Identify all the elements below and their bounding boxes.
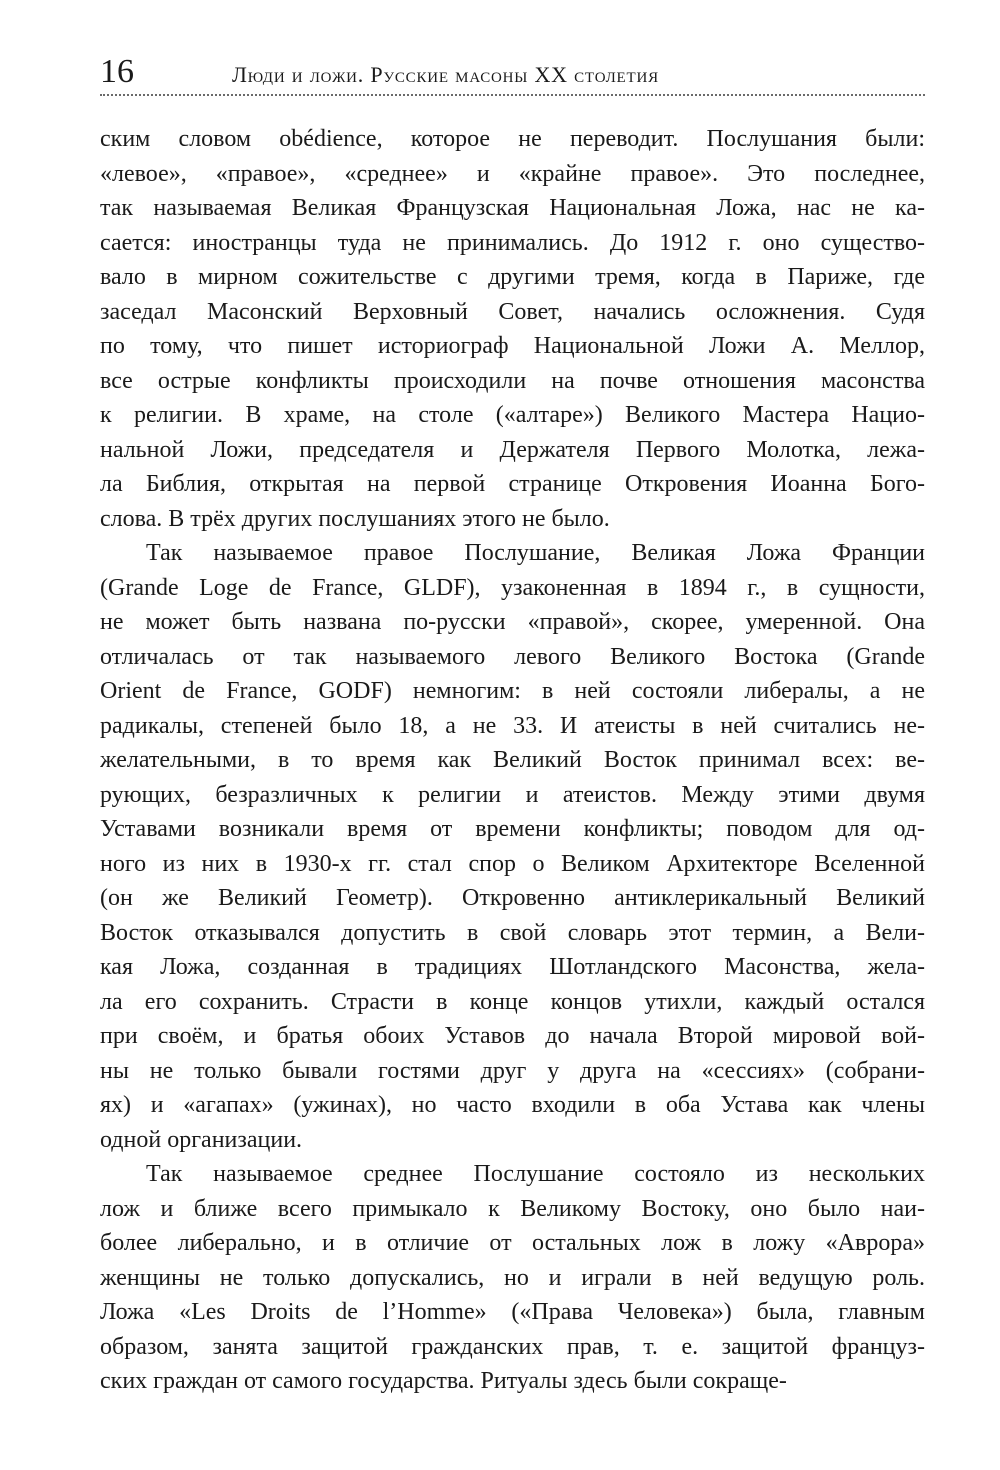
text-line: желательными, в то время как Великий Восток принимал всех: ве- [100, 747, 925, 773]
text-line: ного из них в 1930-х гг. стал спор о Великом Архитекторе Вселенной [100, 850, 925, 877]
text-line: одной организации. [100, 1126, 303, 1153]
text-line: образом, занята защитой гражданских прав, т. е. защитой француз- [100, 1333, 925, 1360]
text-line: Orient de France, GODF) немногим: в ней состояли либералы, а не [100, 678, 925, 704]
text-line: сается: иностранцы туда не принимались. До 1912 г. оно существо- [100, 229, 925, 256]
text-line: лож и ближе всего примыкало к Великому Востоку, оно было наи- [100, 1195, 925, 1222]
paragraph [100, 1157, 925, 1399]
body-text [100, 122, 925, 1399]
text-line: все острые конфликты происходили на почве отношения масонства [100, 367, 925, 394]
text-line: отличалась от так называемого левого Великого Востока (Grande [100, 643, 925, 670]
text-line: не может быть названа по-русски «правой», скорее, умеренной. Она [100, 609, 925, 635]
text-line: ла Библия, открытая на первой странице Откровения Иоанна Бого- [100, 471, 925, 497]
running-head [100, 52, 925, 96]
text-line: так называемая Великая Французская Национальная Ложа, нас не ка- [100, 195, 925, 221]
text-line: Так называемое среднее Послушание состояло из нескольких [146, 1161, 925, 1187]
page-number: 16 [100, 53, 134, 90]
text-line: Ложа «Les Droits de l’Homme» («Права Человека») была, главным [100, 1299, 925, 1325]
text-line: радикалы, степеней было 18, а не 33. И атеисты в ней считались не- [100, 712, 925, 739]
text-line: слова. В трёх других послушаниях этого не было. [100, 505, 610, 532]
text-line: (он же Великий Геометр). Откровенно антиклерикальный Великий [100, 885, 925, 911]
running-title: Люди и ложи. Русские масоны XX столетия [232, 62, 659, 87]
text-line: «левое», «правое», «среднее» и «крайне правое». Это последнее, [100, 160, 925, 187]
text-line: ским словом obédience, которое не переводит. Послушания были: [100, 126, 925, 152]
text-line: (Grande Loge de France, GLDF), узаконенная в 1894 г., в сущности, [100, 574, 925, 601]
text-line: более либерально, и в отличие от остальных лож в ложу «Аврора» [100, 1230, 925, 1256]
text-line: женщины не только допускались, но и играли в ней ведущую роль. [100, 1264, 925, 1291]
paragraph [100, 536, 925, 1157]
text-line: кая Ложа, созданная в традициях Шотландского Масонства, жела- [100, 954, 925, 980]
text-line: ла его сохранить. Страсти в конце концов утихли, каждый остался [100, 988, 925, 1015]
text-line: Восток отказывался допустить в свой словарь этот термин, а Вели- [100, 919, 925, 946]
paragraph [100, 122, 925, 536]
text-line: рующих, безразличных к религии и атеистов. Между этими двумя [100, 781, 925, 808]
text-line: ях) и «агапах» (ужинах), но часто входили в оба Устава как члены [100, 1092, 925, 1118]
text-line: Уставами возникали время от времени конфликты; поводом для од- [100, 816, 925, 842]
text-line: нальной Ложи, председателя и Держателя Первого Молотка, лежа- [100, 436, 925, 463]
text-line: к религии. В храме, на столе («алтаре») Великого Мастера Нацио- [100, 402, 925, 428]
text-line: ны не только бывали гостями друг у друга на «сессиях» (собрани- [100, 1057, 925, 1084]
text-line: ских граждан от самого государства. Ритуалы здесь были сокраще- [100, 1368, 787, 1394]
text-line: по тому, что пишет историограф Национальной Ложи А. Меллор, [100, 333, 925, 359]
text-line: Так называемое правое Послушание, Великая Ложа Франции [146, 540, 925, 566]
text-line: при своём, и братья обоих Уставов до начала Второй мировой вой- [100, 1023, 925, 1049]
text-line: заседал Масонский Верховный Совет, начались осложнения. Судя [100, 298, 925, 325]
text-line: вало в мирном сожительстве с другими тремя, когда в Париже, где [100, 264, 925, 290]
